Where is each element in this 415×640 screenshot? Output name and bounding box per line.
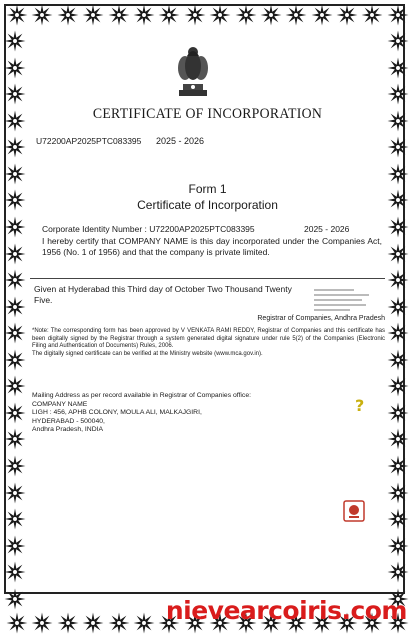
certification-text: I hereby certify that COMPANY NAME is this day incorporated under the Companies Act, 1956 (No. 1 of 1956) and that the company is private limited. <box>42 236 382 257</box>
corporate-identity-number: Corporate Identity Number : U72200AP2025PTC083395 <box>42 224 255 234</box>
border-star-icon <box>387 482 409 504</box>
border-star-icon <box>4 561 26 583</box>
border-star-icon <box>387 349 409 371</box>
border-star-icon <box>4 216 26 238</box>
form-title: Form 1 <box>188 182 227 196</box>
border-star-icon <box>4 83 26 105</box>
border-star-icon <box>209 4 231 26</box>
border-star-icon <box>387 561 409 583</box>
border-star-icon <box>4 455 26 477</box>
note-text: *Note: The corresponding form has been approved by V VENKATA RAMI REDDY, Registrar of Companies and this certificate has been digitally signed by the Registrar through a system generated digital signature under rule 5(2) of the Companies (Electronic Filing and Authentication of Documents) Rules, 2006. <box>32 328 385 349</box>
note-block <box>32 328 385 358</box>
border-star-icon <box>4 428 26 450</box>
border-star-icon <box>311 4 333 26</box>
border-star-icon <box>4 296 26 318</box>
certificate-heading: CERTIFICATE OF INCORPORATION <box>92 106 323 122</box>
border-star-icon <box>387 163 409 185</box>
border-star-icon <box>387 535 409 557</box>
divider <box>30 278 385 279</box>
seal-stamp-icon <box>343 500 365 522</box>
border-star-icon <box>4 535 26 557</box>
mailing-line: LIGH : 456, APHB COLONY, MOULA ALI, MALKAJGIRI, <box>32 409 202 416</box>
border-star-icon <box>387 455 409 477</box>
border-star-icon <box>387 269 409 291</box>
border-star-icon <box>4 508 26 530</box>
border-star-icon <box>387 4 409 26</box>
border-star-icon <box>4 349 26 371</box>
border-top <box>6 4 409 28</box>
given-at-text: Given at Hyderabad this Third day of October Two Thousand Twenty Five. <box>34 284 292 305</box>
mailing-intro: Mailing Address as per record available in Registrar of Companies office: <box>32 392 251 399</box>
question-mark-icon: ? <box>355 396 365 415</box>
certificate-subtitle: Certificate of Incorporation <box>137 198 278 212</box>
mailing-address <box>32 392 251 435</box>
border-star-icon <box>4 136 26 158</box>
border-star-icon <box>387 428 409 450</box>
border-star-icon <box>387 508 409 530</box>
border-star-icon <box>387 216 409 238</box>
border-star-icon <box>184 4 206 26</box>
mailing-line: HYDERABAD - 500040, <box>32 417 105 425</box>
border-star-icon <box>31 4 53 26</box>
certificate-content <box>30 30 385 610</box>
border-star-icon <box>260 4 282 26</box>
border-star-icon <box>4 375 26 397</box>
border-star-icon <box>387 322 409 344</box>
financial-year-mid: 2025 - 2026 <box>304 224 350 234</box>
border-star-icon <box>4 30 26 52</box>
registrar-name: Registrar of Companies, Andhra Pradesh <box>257 315 385 322</box>
cin-top: U72200AP2025PTC083395 <box>36 136 142 146</box>
border-star-icon <box>361 4 383 26</box>
border-star-icon <box>6 4 28 26</box>
border-star-icon <box>4 322 26 344</box>
border-star-icon <box>4 402 26 424</box>
border-star-icon <box>387 296 409 318</box>
border-star-icon <box>387 30 409 52</box>
financial-year-top: 2025 - 2026 <box>156 136 205 146</box>
mailing-line: COMPANY NAME <box>32 400 88 408</box>
border-star-icon <box>158 4 180 26</box>
border-star-icon <box>387 243 409 265</box>
note-verify-text: The digitally signed certificate can be verified at the Ministry website (www.mca.gov.in). <box>32 350 263 357</box>
border-star-icon <box>387 110 409 132</box>
border-star-icon <box>387 375 409 397</box>
border-star-icon <box>4 482 26 504</box>
border-star-icon <box>57 4 79 26</box>
border-star-icon <box>387 136 409 158</box>
border-star-icon <box>4 110 26 132</box>
border-star-icon <box>285 4 307 26</box>
border-star-icon <box>4 57 26 79</box>
border-star-icon <box>4 269 26 291</box>
border-star-icon <box>387 189 409 211</box>
border-left <box>4 30 28 610</box>
mailing-line: Andhra Pradesh, INDIA <box>32 426 104 433</box>
digital-signature-block <box>314 286 374 330</box>
border-star-icon <box>336 4 358 26</box>
state-emblem-icon <box>173 42 213 98</box>
border-right <box>387 30 411 610</box>
border-star-icon <box>387 402 409 424</box>
border-star-icon <box>235 4 257 26</box>
border-star-icon <box>387 57 409 79</box>
border-star-icon <box>4 243 26 265</box>
border-star-icon <box>133 4 155 26</box>
border-star-icon <box>4 189 26 211</box>
border-star-icon <box>387 83 409 105</box>
border-star-icon <box>4 163 26 185</box>
watermark-text: nievearcoiris.com <box>165 596 407 625</box>
border-star-icon <box>108 4 130 26</box>
border-star-icon <box>82 4 104 26</box>
